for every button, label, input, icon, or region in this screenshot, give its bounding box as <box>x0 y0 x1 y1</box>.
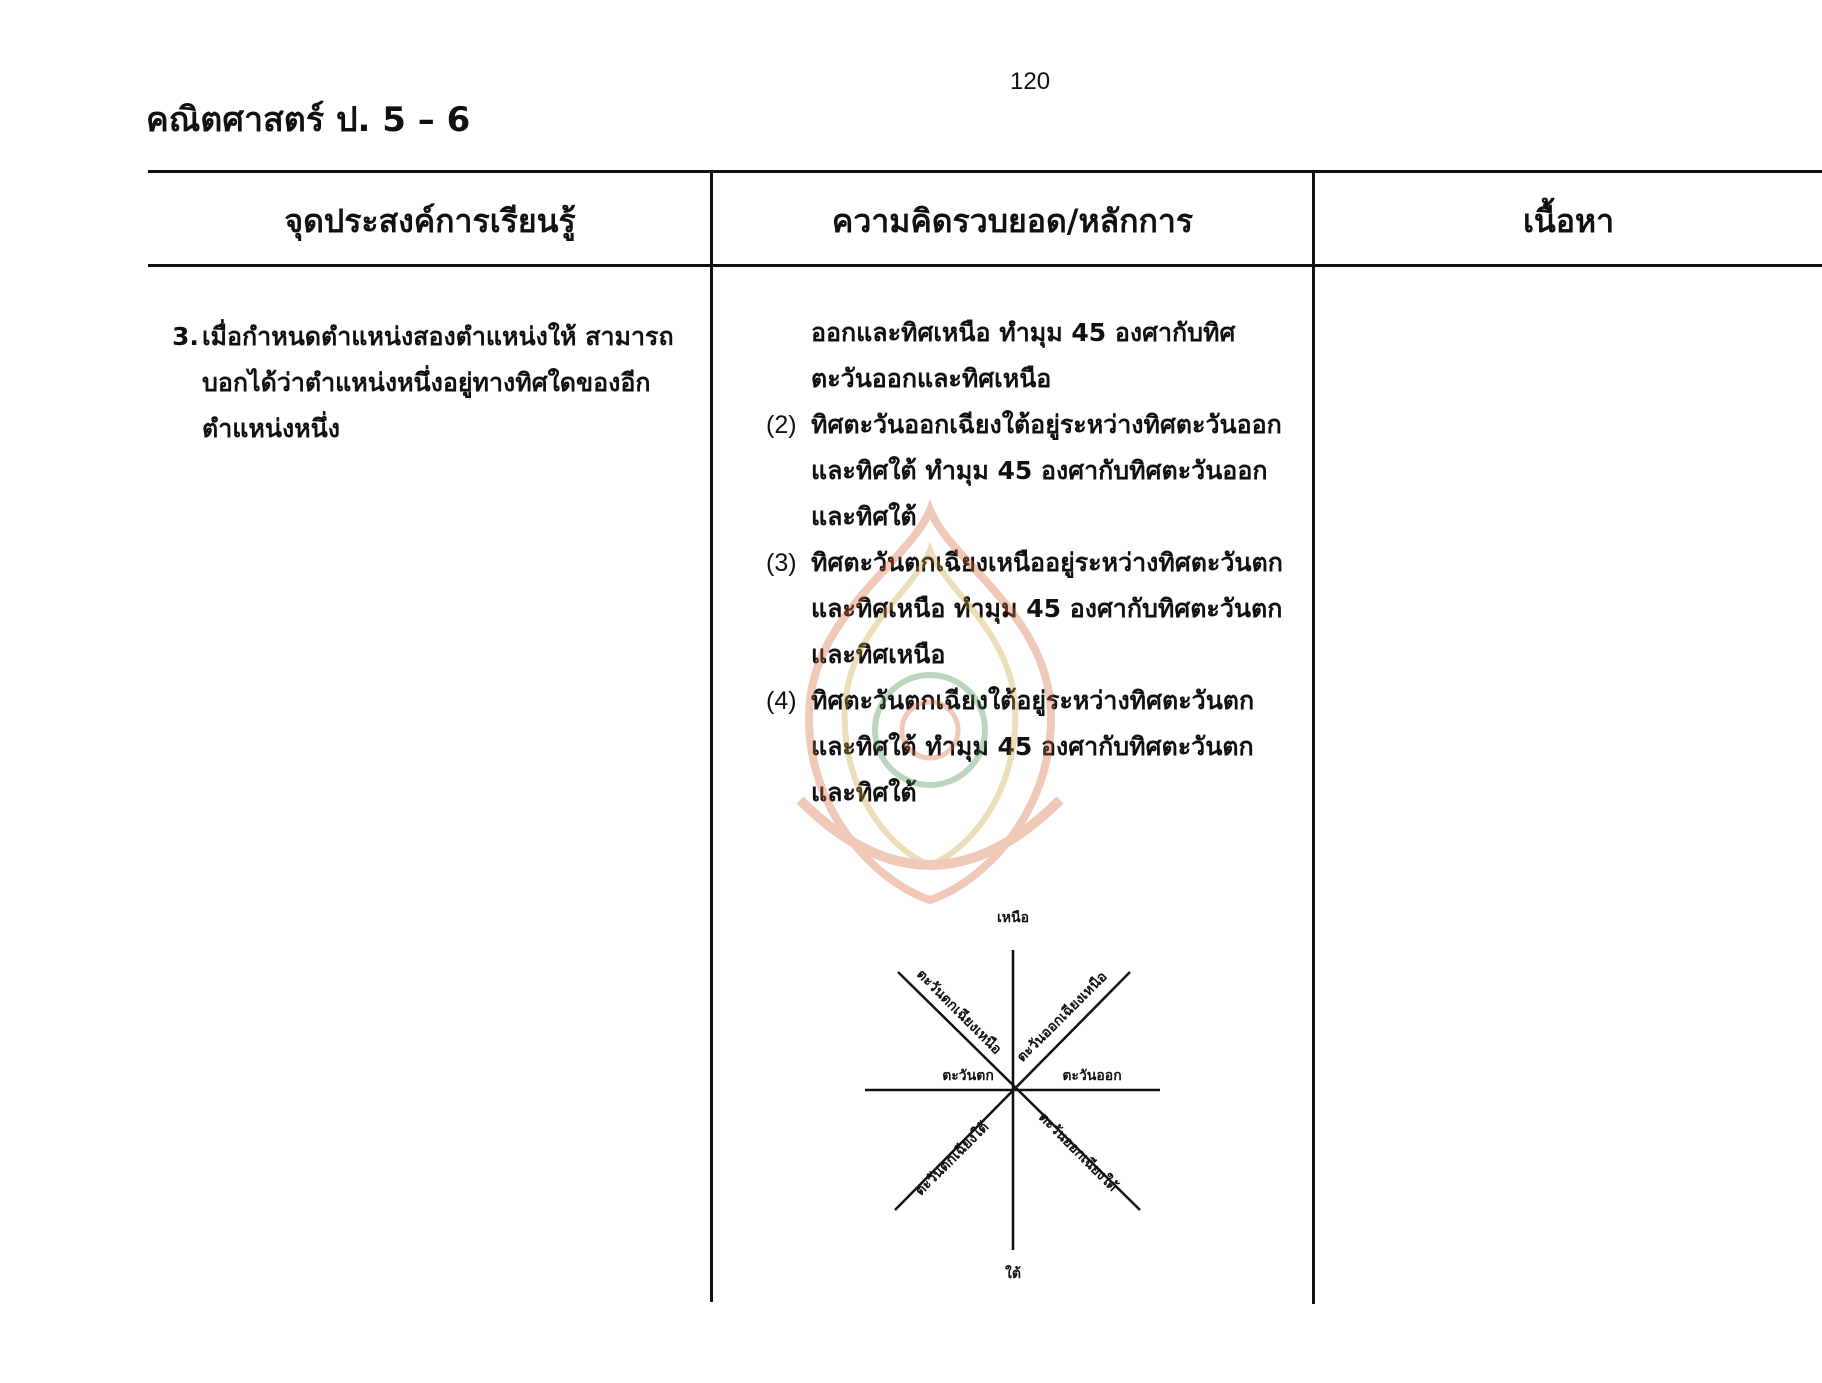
table-header-rule <box>148 264 1822 267</box>
objective-text: เมื่อกำหนดตำแหน่งสองตำแหน่งให้ สามารถบอกได้ว่าตำแหน่งหนึ่งอยู่ทางทิศใดของอีกตำแหน่งหนึ่ง <box>202 322 674 443</box>
column-divider-2 <box>1312 170 1315 1304</box>
label-north: เหนือ <box>997 910 1029 926</box>
label-southeast: ตะวันออกเฉียงใต้ <box>1035 1109 1121 1195</box>
table-top-rule <box>148 170 1822 173</box>
page-number: 120 <box>1010 68 1051 95</box>
label-east: ตะวันออก <box>1062 1068 1122 1084</box>
concept-number: (2) <box>766 411 797 439</box>
concept-text: ทิศตะวันตกเฉียงใต้อยู่ระหว่างทิศตะวันตกและทิศใต้ ทำมุม 45 องศากับทิศตะวันตกและทิศใต้ <box>811 686 1255 807</box>
label-south: ใต้ <box>1005 1266 1021 1282</box>
concept-continuation: ออกและทิศเหนือ ทำมุม 45 องศากับทิศตะวันออกและทิศเหนือ <box>811 318 1236 393</box>
label-northwest: ตะวันตกเฉียงเหนือ <box>913 966 1005 1058</box>
header-objectives: จุดประสงค์การเรียนรู้ <box>284 202 576 240</box>
column-divider-1 <box>710 170 713 1302</box>
concept-item <box>766 402 1291 540</box>
concept-text: ทิศตะวันตกเฉียงเหนืออยู่ระหว่างทิศตะวันตกและทิศเหนือ ทำมุม 45 องศากับทิศตะวันตกและทิศเหนือ <box>811 548 1283 669</box>
concept-number: (4) <box>766 687 797 715</box>
book-title: คณิตศาสตร์ ป. 5 – 6 <box>146 100 471 140</box>
concept-item <box>766 540 1291 678</box>
objective-number: 3. <box>172 322 199 351</box>
label-west: ตะวันตก <box>942 1068 994 1084</box>
compass-diagram <box>840 900 1180 1290</box>
label-northeast: ตะวันออกเฉียงเหนือ <box>1013 968 1111 1066</box>
concept-item <box>766 678 1291 816</box>
header-concepts: ความคิดรวบยอด/หลักการ <box>831 202 1194 240</box>
concept-list <box>766 310 1291 816</box>
concept-number: (3) <box>766 549 797 577</box>
header-content: เนื้อหา <box>1522 202 1615 240</box>
concept-text: ทิศตะวันออกเฉียงใต้อยู่ระหว่างทิศตะวันออกและทิศใต้ ทำมุม 45 องศากับทิศตะวันออกและทิศใต้ <box>811 410 1282 531</box>
label-southwest: ตะวันตกเฉียงใต้ <box>912 1119 993 1200</box>
objective-item <box>172 314 692 452</box>
